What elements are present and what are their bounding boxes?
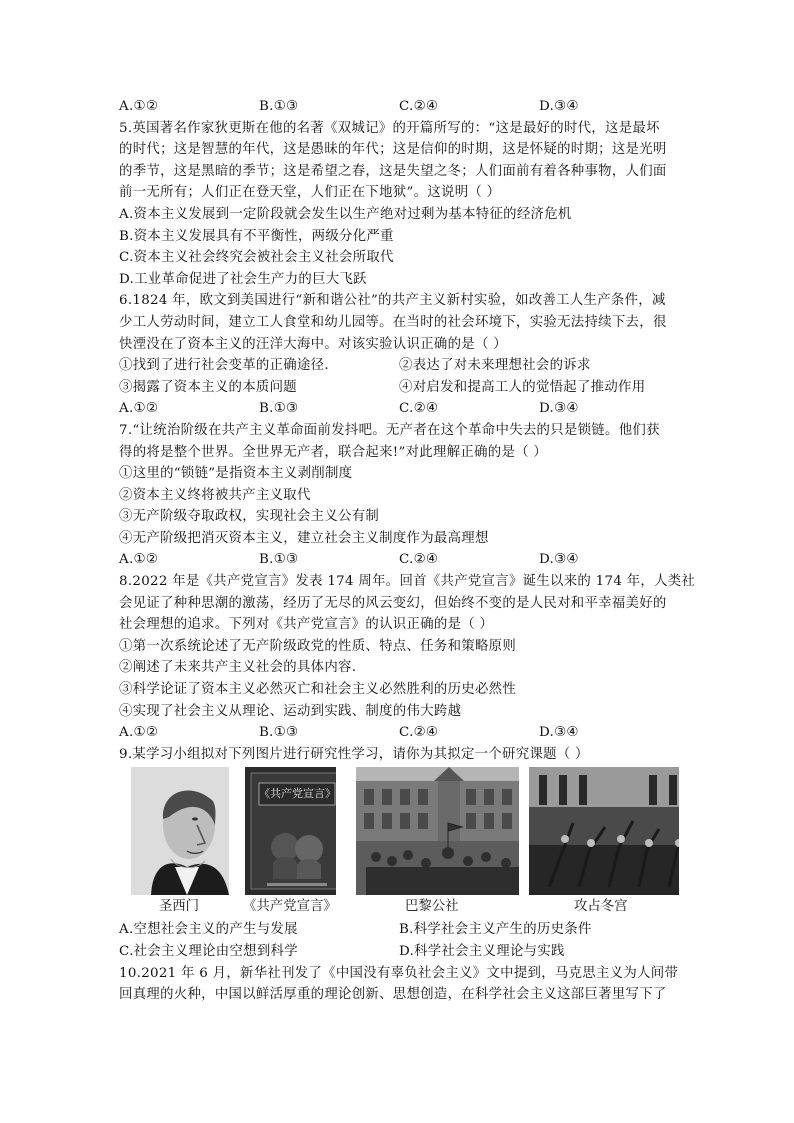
q6-option-b[interactable]: B.①③ xyxy=(259,401,299,417)
q6-stem-line: 少工人劳动时间，建立工人食堂和幼儿园等。在当时的社会环境下，实验无法持续下去，很 xyxy=(119,314,667,330)
q9-option-a[interactable]: A.空想社会主义的产生与发展 xyxy=(119,922,298,938)
q7-stem-line: 得的将是整个世界。全世界无产者，联合起来!”对此理解正确的是（ ） xyxy=(119,444,548,460)
winter-palace-picture xyxy=(529,767,679,895)
q9-picture-row xyxy=(119,767,679,895)
q4-option-b[interactable]: B.①③ xyxy=(259,99,299,114)
q6-option-c[interactable]: C.②④ xyxy=(399,401,439,417)
paris-commune-image xyxy=(356,767,519,895)
q8-statement-3: ③科学论证了资本主义必然灭亡和社会主义必然胜利的历史必然性 xyxy=(119,682,517,698)
q5-option-c[interactable]: C.资本主义社会终究会被社会主义社会所取代 xyxy=(119,250,394,266)
q5-stem-line: 的季节，这是黑暗的季节；这是希望之春，这是失望之冬；人们面前有着各种事物，人们面 xyxy=(119,163,667,179)
q9-captions xyxy=(119,895,679,919)
caption-paris-commune: 巴黎公社 xyxy=(404,899,459,915)
q6-options xyxy=(119,398,679,420)
q5-stem-line: 5.英国著名作家狄更斯在他的名著《双城记》的开篇所写的：“这是最好的时代，这是最坏 xyxy=(119,120,660,136)
q7-statement-3: ③无产阶级夺取政权，实现社会主义公有制 xyxy=(119,509,380,525)
caption-manifesto: 《共产党宣言》 xyxy=(243,899,337,915)
q6-statements-row xyxy=(119,355,679,377)
book-title-text: 《共产党宣言》 xyxy=(258,787,336,801)
paris-commune-picture xyxy=(356,767,519,895)
question-7 xyxy=(119,420,679,571)
question-5 xyxy=(119,118,679,291)
q7-option-d[interactable]: D.③④ xyxy=(539,552,579,568)
q5-option-b[interactable]: B.资本主义发展具有不平衡性，两级分化严重 xyxy=(119,228,394,244)
q8-statement-4: ④实现了社会主义从理论、运动到实践、制度的伟大跨越 xyxy=(119,703,462,719)
q8-stem-line: 社会理想的追求。下列对《共产党宣言》的认识正确的是（ ） xyxy=(119,617,494,633)
q8-stem-line: 会见证了种种思潮的激荡，经历了无尽的风云变幻，但始终不变的是人民对和平幸福美好的 xyxy=(119,595,667,611)
q6-statement-1: ①找到了进行社会变革的正确途径. xyxy=(119,358,329,374)
winter-palace-image xyxy=(529,767,679,895)
q7-stem-line: 7.“让统治阶级在共产主义革命面前发抖吧。无产者在这个革命中失去的只是锁链。他们获 xyxy=(119,422,660,438)
q7-option-b[interactable]: B.①③ xyxy=(259,552,299,568)
question-6 xyxy=(119,290,679,420)
q6-option-d[interactable]: D.③④ xyxy=(539,401,579,417)
q7-statement-4: ④无产阶级把消灭资本主义，建立社会主义制度作为最高理想 xyxy=(119,530,489,546)
q9-option-d[interactable]: D.科学社会主义理论与实践 xyxy=(399,944,565,959)
question-10 xyxy=(119,963,679,1006)
q9-option-b[interactable]: B.科学社会主义产生的历史条件 xyxy=(399,922,592,938)
q6-stem-line: 快湮没在了资本主义的汪洋大海中。对该实验认识正确的是（ ） xyxy=(119,336,507,352)
q4-option-c[interactable]: C.②④ xyxy=(399,99,439,114)
q6-statement-4: ④对启发和提高工人的觉悟起了推动作用 xyxy=(399,379,646,395)
q7-option-a[interactable]: A.①② xyxy=(119,552,159,568)
saint-simon-portrait xyxy=(131,767,229,895)
q7-statement-2: ②资本主义终将被共产主义取代 xyxy=(119,487,311,503)
question-9 xyxy=(119,744,679,963)
q7-option-c[interactable]: C.②④ xyxy=(399,552,439,568)
q4-option-d[interactable]: D.③④ xyxy=(539,99,579,114)
communist-manifesto-cover xyxy=(245,767,336,895)
q7-statement-1: ①这里的“锁链”是指资本主义剥削制度 xyxy=(119,466,353,482)
q9-options-row xyxy=(119,919,679,941)
q9-options-row xyxy=(119,941,679,963)
q8-statement-2: ②阐述了未来共产主义社会的具体内容. xyxy=(119,660,357,676)
saint-simon-image xyxy=(131,767,229,895)
exam-page xyxy=(119,96,696,1006)
q8-option-a[interactable]: A.①② xyxy=(119,725,159,741)
q10-stem-line: 回真理的火种，中国以鲜活厚重的理论创新、思想创造，在科学社会主义这部巨著里写下了 xyxy=(119,987,667,1003)
q8-options xyxy=(119,722,679,744)
caption-saint-simon: 圣西门 xyxy=(158,899,200,915)
q8-stem-line: 8.2022 年是《共产党宣言》发表 174 周年。回首《共产党宣言》诞生以来的 174 年，人类社 xyxy=(119,574,696,590)
q6-statement-3: ③揭露了资本主义的本质问题 xyxy=(119,379,297,395)
q5-option-a[interactable]: A.资本主义发展到一定阶段就会发生以生产绝对过剩为基本特征的经济危机 xyxy=(119,206,572,222)
q5-stem-line: 的时代；这是智慧的年代，这是愚昧的年代；这是信仰的时期，这是怀疑的时期；这是光明 xyxy=(119,142,667,158)
q8-option-c[interactable]: C.②④ xyxy=(399,725,439,741)
q5-stem-line: 前一无所有；人们正在登天堂，人们正在下地狱”。这说明（ ） xyxy=(119,185,501,201)
q4-options xyxy=(119,96,679,118)
q8-option-b[interactable]: B.①③ xyxy=(259,725,299,741)
question-8 xyxy=(119,571,696,744)
q6-statement-2: ②表达了对未来理想社会的诉求 xyxy=(399,358,591,374)
q6-option-a[interactable]: A.①② xyxy=(119,401,159,417)
q7-options xyxy=(119,549,679,571)
q9-option-c[interactable]: C.社会主义理论由空想到科学 xyxy=(119,944,298,959)
q8-statement-1: ①第一次系统论述了无产阶级政党的性质、特点、任务和策略原则 xyxy=(119,638,517,654)
q5-option-d[interactable]: D.工业革命促进了社会生产力的巨大飞跃 xyxy=(119,271,367,287)
q6-statements-row xyxy=(119,377,679,399)
q9-stem-line: 9.某学习小组拟对下列图片进行研究性学习，请你为其拟定一个研究课题（ ） xyxy=(119,746,589,762)
q4-option-a[interactable]: A.①② xyxy=(119,99,159,114)
q10-stem-line: 10.2021 年 6 月，新华社刊发了《中国没有辜负社会主义》文中提到，马克思主义为人间带 xyxy=(119,965,679,981)
q8-option-d[interactable]: D.③④ xyxy=(539,725,579,741)
caption-winter-palace: 攻占冬宫 xyxy=(574,899,628,915)
q6-stem-line: 6.1824 年，欧文到美国进行“新和谐公社”的共产主义新村实验，如改善工人生产条件，减 xyxy=(119,293,666,309)
